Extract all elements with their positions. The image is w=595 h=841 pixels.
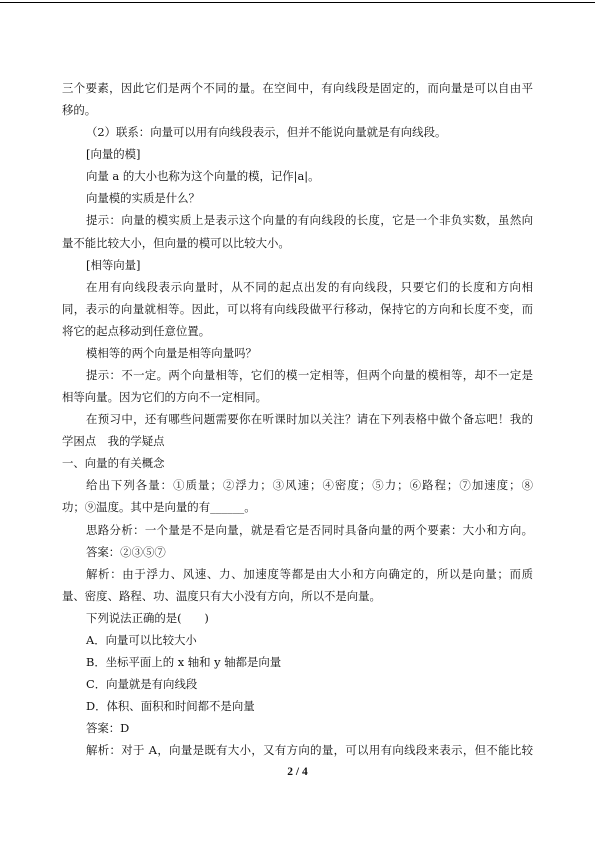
- header-rule: [0, 2, 595, 3]
- explanation-line: 量、密度、路程、功、温度只有大小没有方向，所以不是向量。: [62, 588, 381, 603]
- question-line: 模相等的两个向量是相等向量吗？: [86, 345, 257, 360]
- option-a: A．向量可以比较大小: [86, 632, 197, 647]
- analysis-line: 思路分析：一个量是不是向量，就是看它是否同时具备向量的两个要素：大小和方向。: [86, 522, 533, 537]
- exercise-line: 功；⑨温度。其中是向量的有______。: [62, 500, 256, 515]
- exercise-line: 给出下列各量：①质量；②浮力；③风速；④密度；⑤力；⑥路程；⑦加速度；⑧: [86, 478, 533, 493]
- explanation-line: 解析：由于浮力、风速、力、加速度等都是由大小和方向确定的，所以是向量；而质: [86, 566, 533, 581]
- option-c: C．向量就是有向线段: [86, 677, 198, 692]
- answer-line: 答案：D: [86, 721, 130, 736]
- text-line: 提示：不一定。两个向量相等，它们的模一定相等，但两个向量的模相等，却不一定是: [86, 368, 533, 383]
- question-line: 向量模的实质是什么？: [86, 191, 200, 206]
- section-heading: [相等向量]: [86, 257, 141, 272]
- text-line: 移的。: [62, 103, 97, 118]
- text-line: 相等向量。因为它们的方向不一定相同。: [62, 390, 268, 405]
- text-line: 学困点 我的学疑点: [62, 434, 165, 449]
- section-heading: [向量的模]: [86, 147, 141, 162]
- text-line: 三个要素，因此它们是两个不同的量。在空间中，有向线段是固定的，而向量是可以自由平: [62, 81, 533, 95]
- text-line: 同，表示的向量就相等。因此，可以将有向线段做平行移动，保持它的方向和长度不变，而: [62, 301, 533, 316]
- answer-line: 答案：②③⑤⑦: [86, 544, 166, 559]
- text-line: 向量 a 的大小也称为这个向量的模，记作|a|。: [86, 169, 320, 184]
- page-number: 2 / 4: [287, 766, 308, 778]
- text-line: 量不能比较大小，但向量的模可以比较大小。: [62, 235, 290, 250]
- option-b: B．坐标平面上的 x 轴和 y 轴都是向量: [86, 655, 282, 670]
- text-line: （2）联系：向量可以用有向线段表示，但并不能说向量就是有向线段。: [86, 125, 447, 140]
- exercise-line: 下列说法正确的是( ): [86, 610, 209, 625]
- option-d: D．体积、面积和时间都不是向量: [86, 699, 255, 714]
- explanation-line: 解析：对于 A，向量是既有大小，又有方向的量，可以用有向线段来表示，但不能比较: [86, 743, 533, 758]
- text-line: 在预习中，还有哪些问题需要你在听课时加以关注？请在下列表格中做个备忘吧！我的: [86, 412, 533, 427]
- document-body: [62, 77, 533, 761]
- text-line: 提示：向量的模实质上是表示这个向量的有向线段的长度，它是一个非负实数，虽然向: [86, 213, 533, 228]
- text-line: 在用有向线段表示向量时，从不同的起点出发的有向线段，只要它们的长度和方向相: [86, 279, 533, 294]
- text-line: 将它的起点移动到任意位置。: [62, 323, 211, 338]
- chapter-heading: 一、向量的有关概念: [62, 456, 165, 471]
